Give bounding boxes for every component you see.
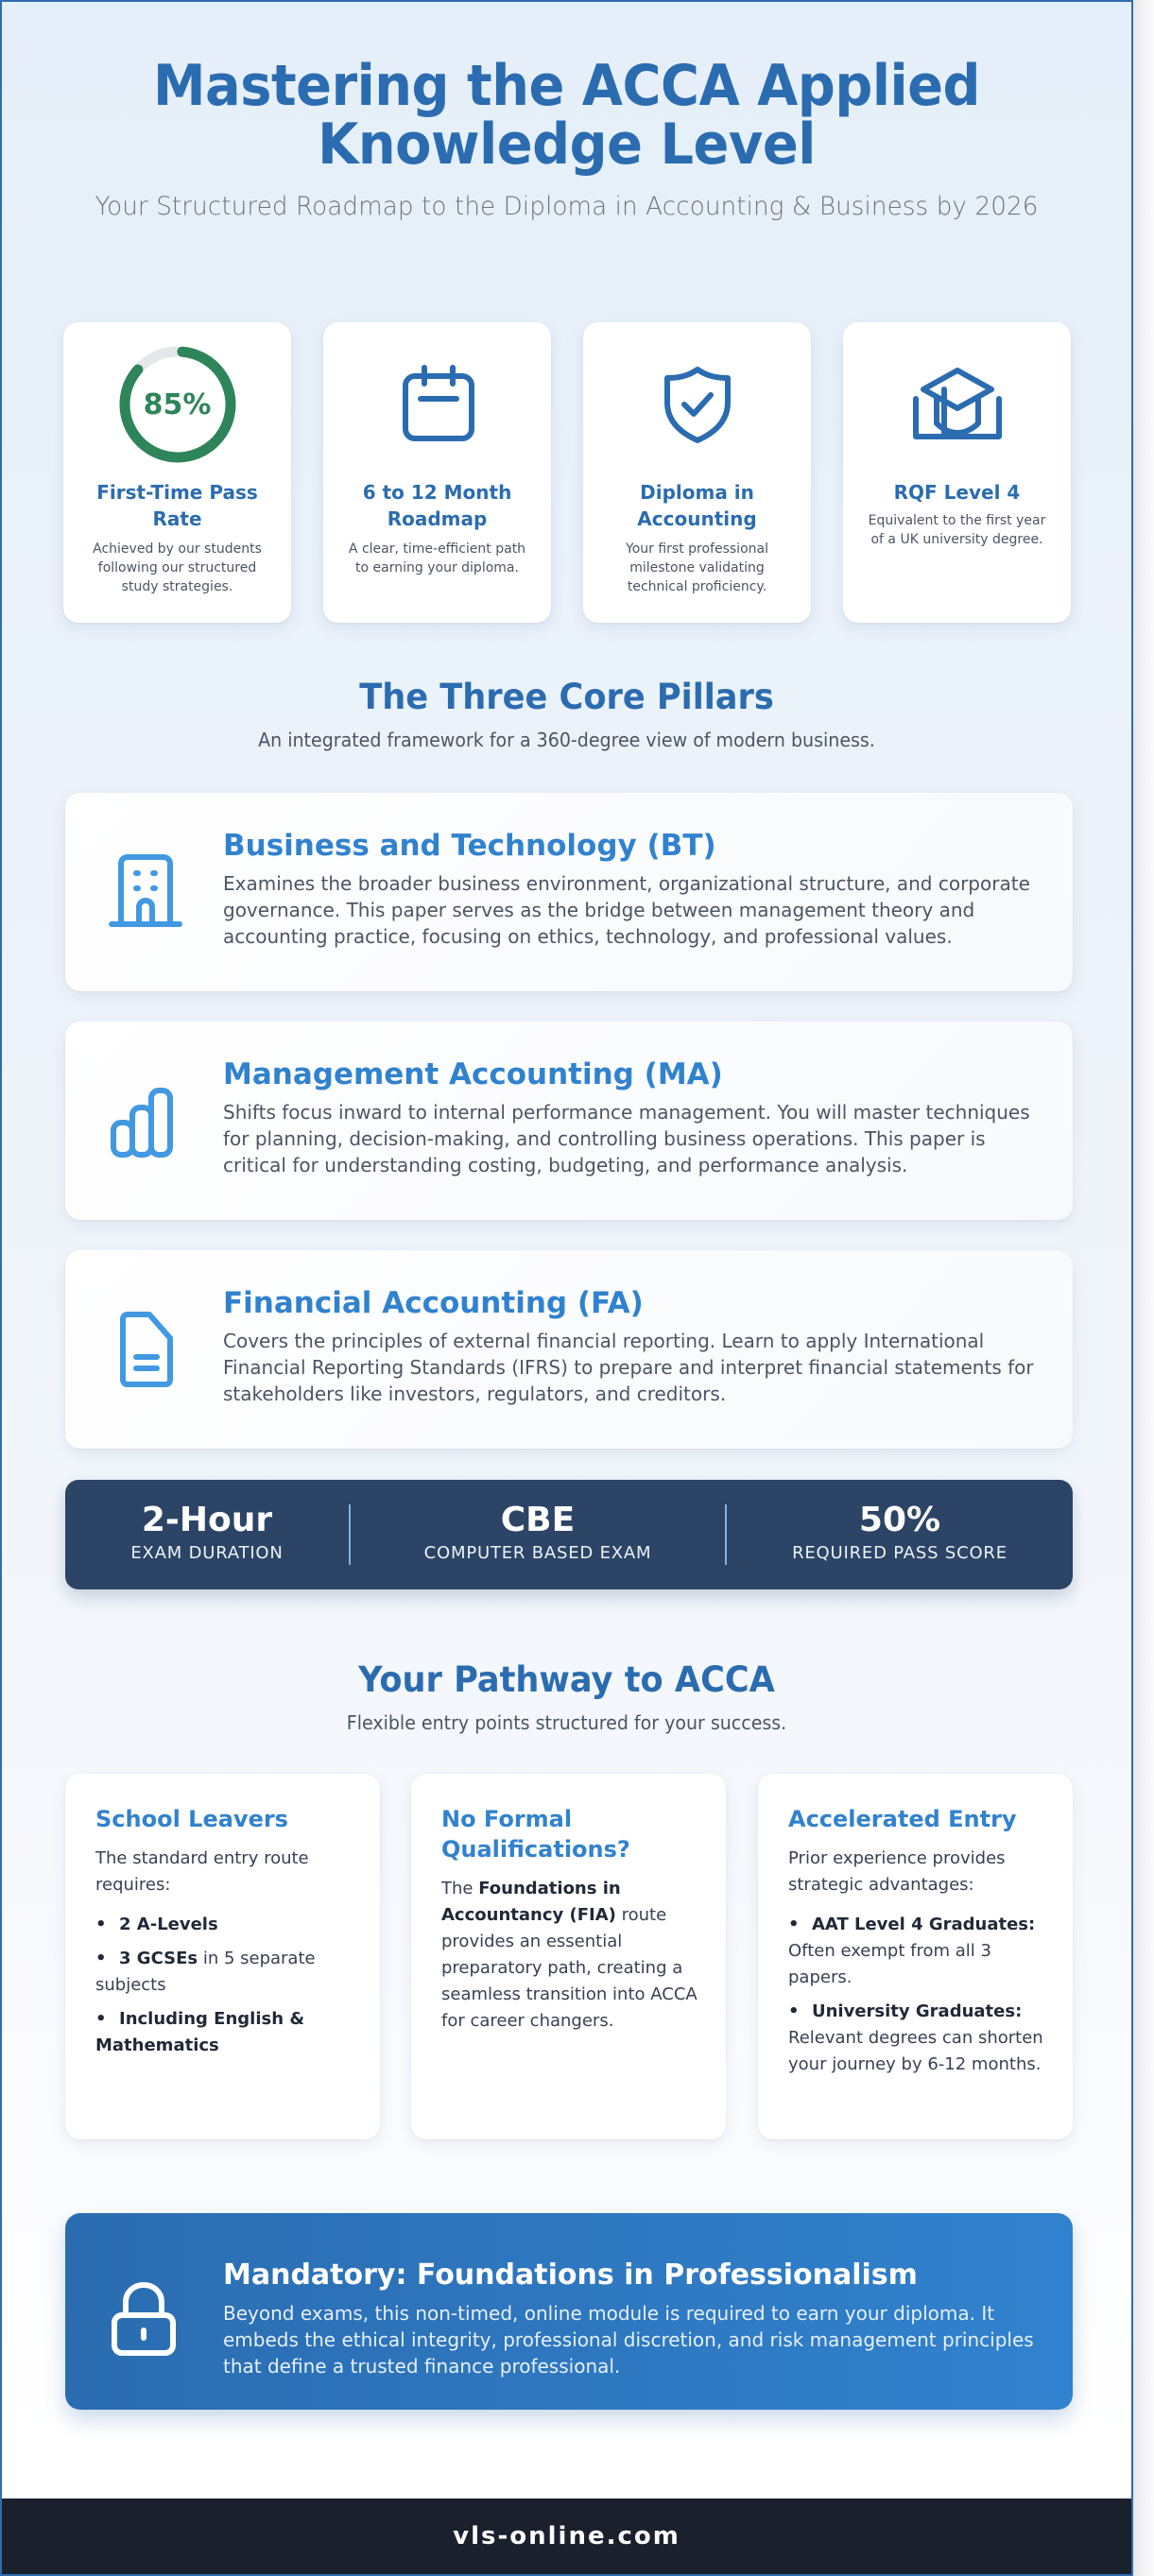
pillar-title: Management Accounting (MA) xyxy=(223,1057,723,1091)
pathway-section-subtitle: Flexible entry points structured for your success. xyxy=(346,1711,787,1734)
exam-fact-format xyxy=(351,1480,725,1589)
exam-fact-label: REQUIRED PASS SCORE xyxy=(792,1543,1008,1563)
pillar-desc: Examines the broader business environment, organizational structure, and corporate governance. This paper serves as the bridge between management theory and accounting practice, focusing on ethics, technology, and professional values. xyxy=(223,872,1030,948)
building-icon xyxy=(103,850,188,935)
graduation-cap-icon xyxy=(896,343,1019,466)
stat-card-diploma xyxy=(583,322,811,623)
pathway-section-title: Your Pathway to ACCA xyxy=(358,1659,775,1700)
pillar-desc: Covers the principles of external financial reporting. Learn to apply International Financial Reporting Standards (IFRS) to prepare and interpret financial statements for stakeholders like investors, regulators, and creditors. xyxy=(223,1330,1034,1405)
list-item: • AAT Level 4 Graduates: Often exempt from all 3 papers. xyxy=(788,1915,1036,1987)
stat-title: RQF Level 4 xyxy=(893,481,1021,504)
pillar-card-bt xyxy=(65,793,1073,991)
mandatory-module-banner xyxy=(65,2213,1073,2410)
pathway-card-school-leavers xyxy=(65,1774,380,2139)
list-item: • University Graduates: Relevant degrees can shorten your journey by 6-12 months. xyxy=(788,2001,1043,2074)
bar-chart-icon xyxy=(103,1078,188,1163)
page-title: Mastering the ACCA Applied Knowledge Level xyxy=(152,53,981,178)
pathway-card-title: Accelerated Entry xyxy=(788,1806,1017,1832)
calendar-icon xyxy=(376,343,499,466)
pathway-card-title: No Formal Qualifications? xyxy=(441,1806,630,1863)
advantages-list xyxy=(788,1912,1052,2078)
exam-fact-label: COMPUTER BASED EXAM xyxy=(423,1543,652,1563)
stat-desc: Achieved by our students following our structured study strategies. xyxy=(93,541,262,594)
progress-ring-icon xyxy=(116,343,239,466)
pathway-text: The Foundations in Accountancy (FIA) route provides an essential preparatory path, creating a seamless transition into ACCA for career changers. xyxy=(441,1879,698,2031)
exam-fact-duration xyxy=(65,1480,349,1589)
pathway-card-accelerated-entry xyxy=(758,1774,1073,2139)
stat-title: First-Time Pass Rate xyxy=(96,481,258,530)
pillar-card-ma xyxy=(65,1022,1073,1220)
exam-fact-value: 2-Hour xyxy=(141,1501,273,1539)
page-edge-shadow xyxy=(1133,0,1154,2576)
stat-desc: A clear, time-efficient path to earning your diploma. xyxy=(348,541,526,575)
footer-site-link[interactable]: vls-online.com xyxy=(453,2522,680,2550)
pathway-intro: Prior experience provides strategic advantages: xyxy=(788,1848,1006,1895)
page-subtitle: Your Structured Roadmap to the Diploma in Accounting & Business by 2026 xyxy=(95,192,1039,221)
exam-fact-value: CBE xyxy=(500,1501,576,1539)
pillar-card-fa xyxy=(65,1250,1073,1449)
list-item: • 3 GCSEs in 5 separate subjects xyxy=(95,1949,316,1995)
stat-desc: Equivalent to the first year of a UK university degree. xyxy=(868,513,1046,547)
mandatory-desc: Beyond exams, this non-timed, online module is required to earn your diploma. It embeds the ethical integrity, professional discretion, and risk management principles that define a trusted finance professional. xyxy=(223,2302,1034,2378)
pathway-card-body xyxy=(95,1846,359,2067)
pillars-section-title: The Three Core Pillars xyxy=(359,677,774,717)
pathway-intro: The standard entry route requires: xyxy=(95,1848,309,1895)
pathway-card-body xyxy=(441,1876,705,2035)
pathway-card-title: School Leavers xyxy=(95,1806,288,1832)
pathway-card-body xyxy=(788,1846,1052,2086)
mandatory-title: Mandatory: Foundations in Professionalism xyxy=(223,2258,918,2292)
shield-check-icon xyxy=(636,343,759,466)
stat-card-pass-rate xyxy=(63,322,291,623)
list-item: • 2 A-Levels xyxy=(95,1915,218,1934)
pillar-desc: Shifts focus inward to internal performance management. You will master techniques for planning, decision-making, and controlling business operations. This paper is critical for understanding costing, budgeting, and performance analysis. xyxy=(223,1101,1030,1176)
exam-fact-value: 50% xyxy=(858,1501,941,1539)
exam-fact-pass-score xyxy=(727,1480,1073,1589)
exam-facts-banner xyxy=(65,1480,1073,1589)
stat-desc: Your first professional milestone validating technical proficiency. xyxy=(626,541,768,594)
stat-title: 6 to 12 Month Roadmap xyxy=(362,481,512,530)
pathway-card-no-formal-qualifications xyxy=(411,1774,726,2139)
pass-rate-value: 85% xyxy=(143,387,212,421)
pillars-section-subtitle: An integrated framework for a 360-degree view of modern business. xyxy=(258,729,875,751)
exam-fact-label: EXAM DURATION xyxy=(130,1543,284,1563)
stat-title: Diploma in Accounting xyxy=(637,481,757,530)
list-item: • Including English & Mathematics xyxy=(95,2009,305,2055)
footer xyxy=(2,2499,1131,2574)
requirements-list xyxy=(95,1912,359,2059)
lock-icon xyxy=(111,2281,177,2357)
stats-row xyxy=(63,322,1073,623)
document-icon xyxy=(103,1307,188,1392)
stat-card-roadmap xyxy=(323,322,551,623)
pillar-title: Business and Technology (BT) xyxy=(223,829,716,863)
stat-card-rqf xyxy=(843,322,1071,623)
pillar-title: Financial Accounting (FA) xyxy=(223,1286,644,1320)
